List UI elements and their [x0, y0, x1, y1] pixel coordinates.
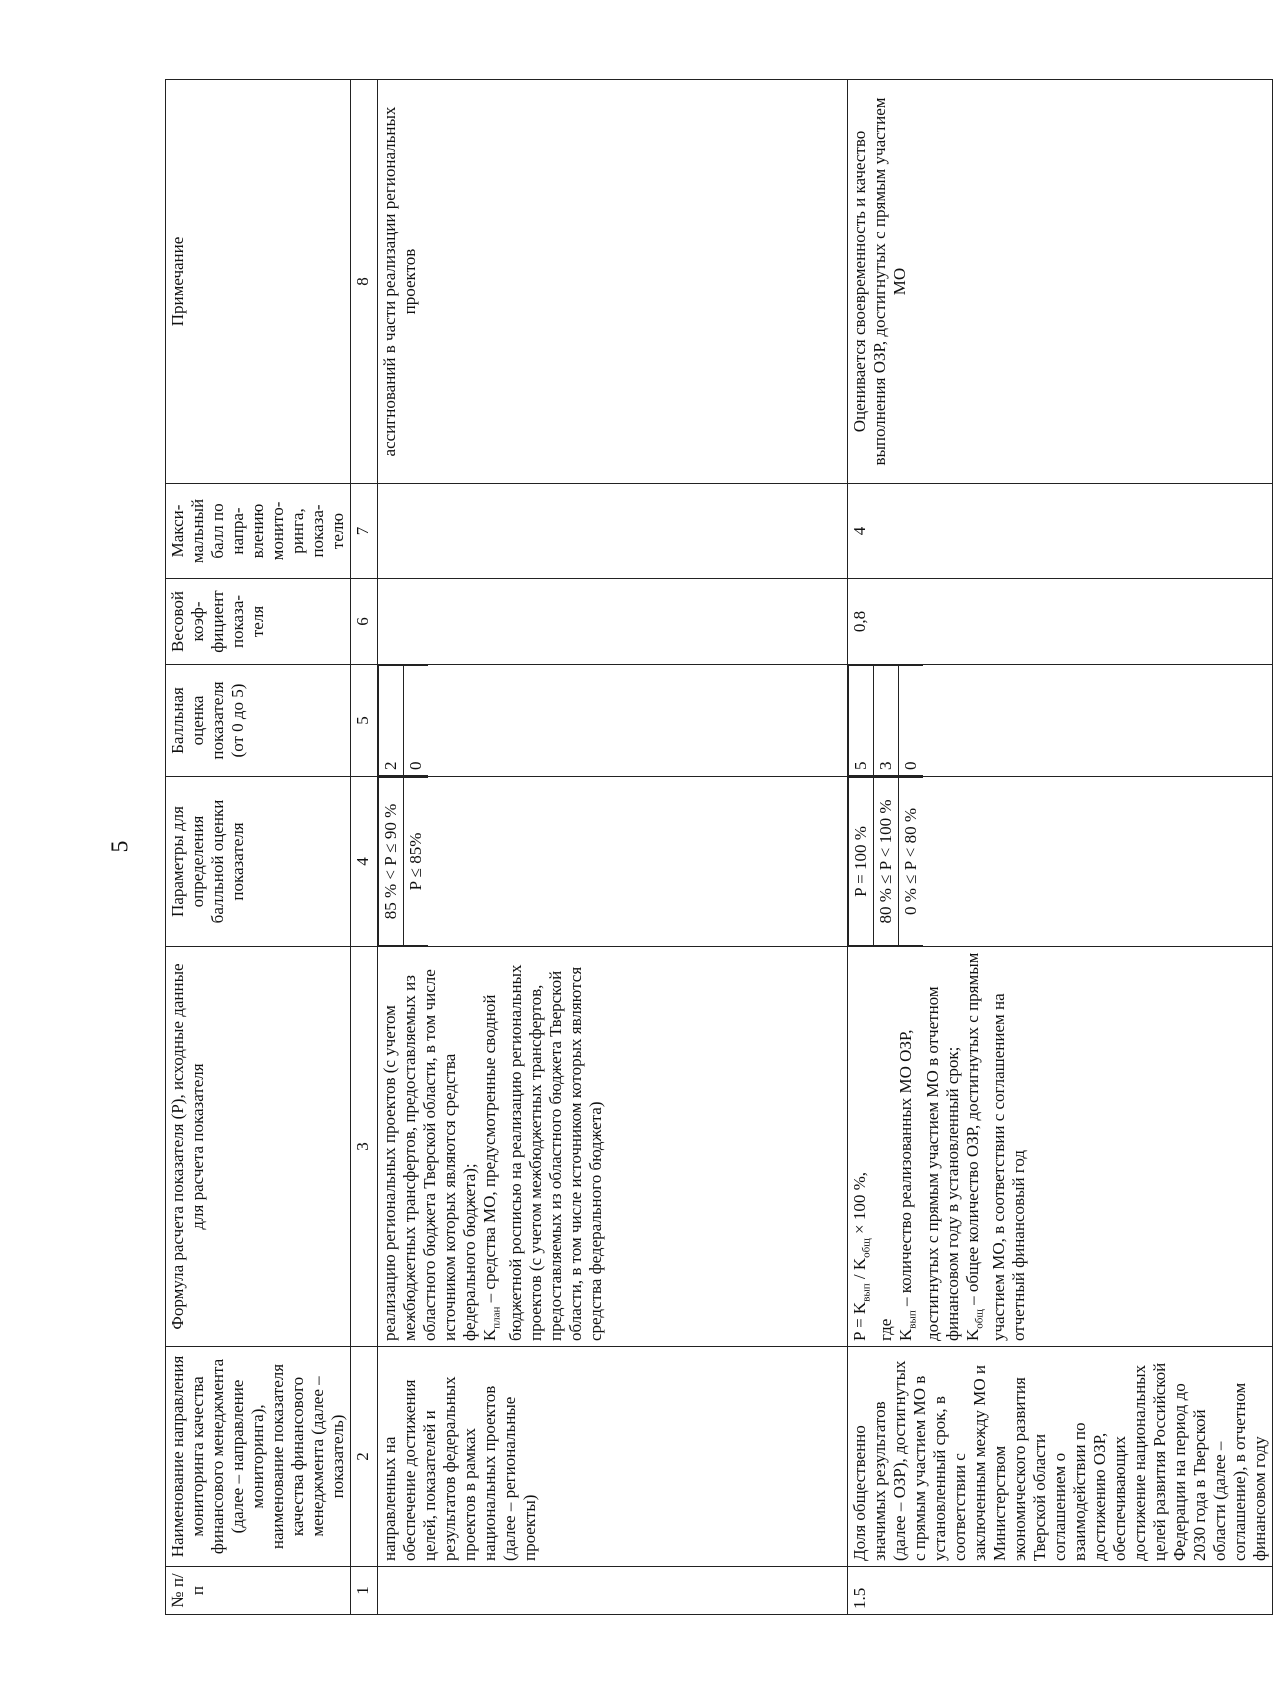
- param-value: 0 % ≤ P < 80 %: [899, 778, 924, 946]
- formula-var: P = K: [850, 1301, 869, 1341]
- column-number-row: [351, 80, 378, 1615]
- note-text: Оценивается своевременность и качество выполнения ОЗР, достигнутых с прямым участием МО: [848, 80, 1273, 484]
- formula-text: – общее количество ОЗР, достигнутых с прямым участием МО, в соответствии с соглашением на отчетный финансовый год: [962, 952, 1029, 1341]
- header-weight: Весовой коэф-фициент показа-теля: [166, 579, 351, 665]
- formula-var: K: [962, 1328, 982, 1341]
- indicator-name: направленных на обеспечение достижения целей, показателей и результатов федеральных проектов в рамках национальных проектов (далее – региональные проекты): [378, 1347, 848, 1567]
- header-note: Примечание: [166, 80, 351, 484]
- formula-var: K: [480, 1328, 499, 1341]
- col-number: 1: [351, 1567, 378, 1615]
- score-value: 0: [899, 666, 924, 776]
- formula-text: – количество реализованных МО ОЗР, достигнутых с прямым участием МО в отчетном финансовом году в установленный срок;: [896, 986, 962, 1341]
- row-number: [378, 1567, 848, 1615]
- score-value: 3: [874, 666, 899, 776]
- param-value: P = 100 %: [849, 778, 874, 946]
- formula-subscript: вып: [906, 1310, 919, 1329]
- formula-subscript: план: [490, 1306, 503, 1329]
- table-row: [848, 80, 1273, 1615]
- indicator-formula: [848, 947, 1273, 1347]
- header-params: Параметры для определения балльной оценки показателя: [166, 777, 351, 947]
- formula-text: реализацию региональных проектов (с учетом межбюджетных трансфертов, предоставляемых из областного бюджета Тверской области, в том числе источником которых являются средства федерального бюджета);: [380, 969, 479, 1341]
- params-cell: [378, 777, 848, 947]
- header-max: Макси-мальный балл по напра-влению монито-ринга, показа-телю: [166, 484, 351, 579]
- formula-where: где: [876, 1318, 896, 1341]
- params-cell: [848, 777, 1273, 947]
- max-score-value: 4: [848, 484, 1273, 579]
- score-value: 2: [379, 666, 404, 776]
- col-number: 8: [351, 80, 378, 484]
- col-number: 3: [351, 947, 378, 1347]
- header-num: № п/п: [166, 1567, 351, 1615]
- page-number: 5: [107, 840, 134, 853]
- score-value: 5: [849, 666, 874, 776]
- weight-value: [378, 579, 848, 665]
- indicator-table: [165, 79, 1273, 1615]
- indicator-formula: [378, 947, 848, 1347]
- score-cell: [848, 665, 1273, 777]
- formula-text: – средства МО, предусмотренные сводной бюджетной росписью на реализацию региональных проектов (с учетом межбюджетных трансфертов, предоставляемых из областного бюджета Тверской области, в том числе источником которых являются средства федерального бюджета): [480, 964, 606, 1341]
- formula-subscript: вып: [860, 1283, 873, 1302]
- rotated-table-container: [165, 80, 1269, 1615]
- header-formula: Формула расчета показателя (P), исходные данные для расчета показателя: [166, 947, 351, 1347]
- col-number: 2: [351, 1347, 378, 1567]
- note-text: ассигнований в части реализации региональных проектов: [378, 80, 848, 484]
- col-number: 5: [351, 665, 378, 777]
- formula-subscript: общ: [860, 1238, 873, 1258]
- param-value: 80 % ≤ P < 100 %: [874, 778, 899, 946]
- formula-text: / K: [850, 1257, 869, 1284]
- max-score-value: [378, 484, 848, 579]
- row-number: 1.5: [848, 1567, 1273, 1615]
- header-name: Наименование направления мониторинга качества финансового менеджмента (далее – направление мониторинга), наименование показателя качества финансового менеджмента (далее – показатель): [166, 1347, 351, 1567]
- table-row: [378, 80, 848, 1615]
- formula-var: K: [896, 1328, 916, 1341]
- weight-value: 0,8: [848, 579, 1273, 665]
- score-value: 0: [404, 666, 429, 776]
- param-value: 85 % < P ≤ 90 %: [379, 778, 404, 946]
- score-cell: [378, 665, 848, 777]
- col-number: 4: [351, 777, 378, 947]
- formula-text: × 100 %,: [850, 1171, 869, 1239]
- formula-subscript: общ: [973, 1309, 986, 1329]
- indicator-name: Доля общественно значимых результатов (далее – ОЗР), достигнутых с прямым участием МО в установленный срок, в соответствии с заключенным между МО и Министерством экономического развития Тверской области соглашением о взаимодействии по достижению ОЗР, обеспечивающих достижение национальных целей развития Российской Федерации на период до 2030 года в Тверской области (далее – соглашение), в отчетном финансовом году: [848, 1347, 1273, 1567]
- param-value: P ≤ 85%: [404, 778, 429, 946]
- col-number: 6: [351, 579, 378, 665]
- header-score: Балльная оценка показателя (от 0 до 5): [166, 665, 351, 777]
- col-number: 7: [351, 484, 378, 579]
- header-row: [166, 80, 351, 1615]
